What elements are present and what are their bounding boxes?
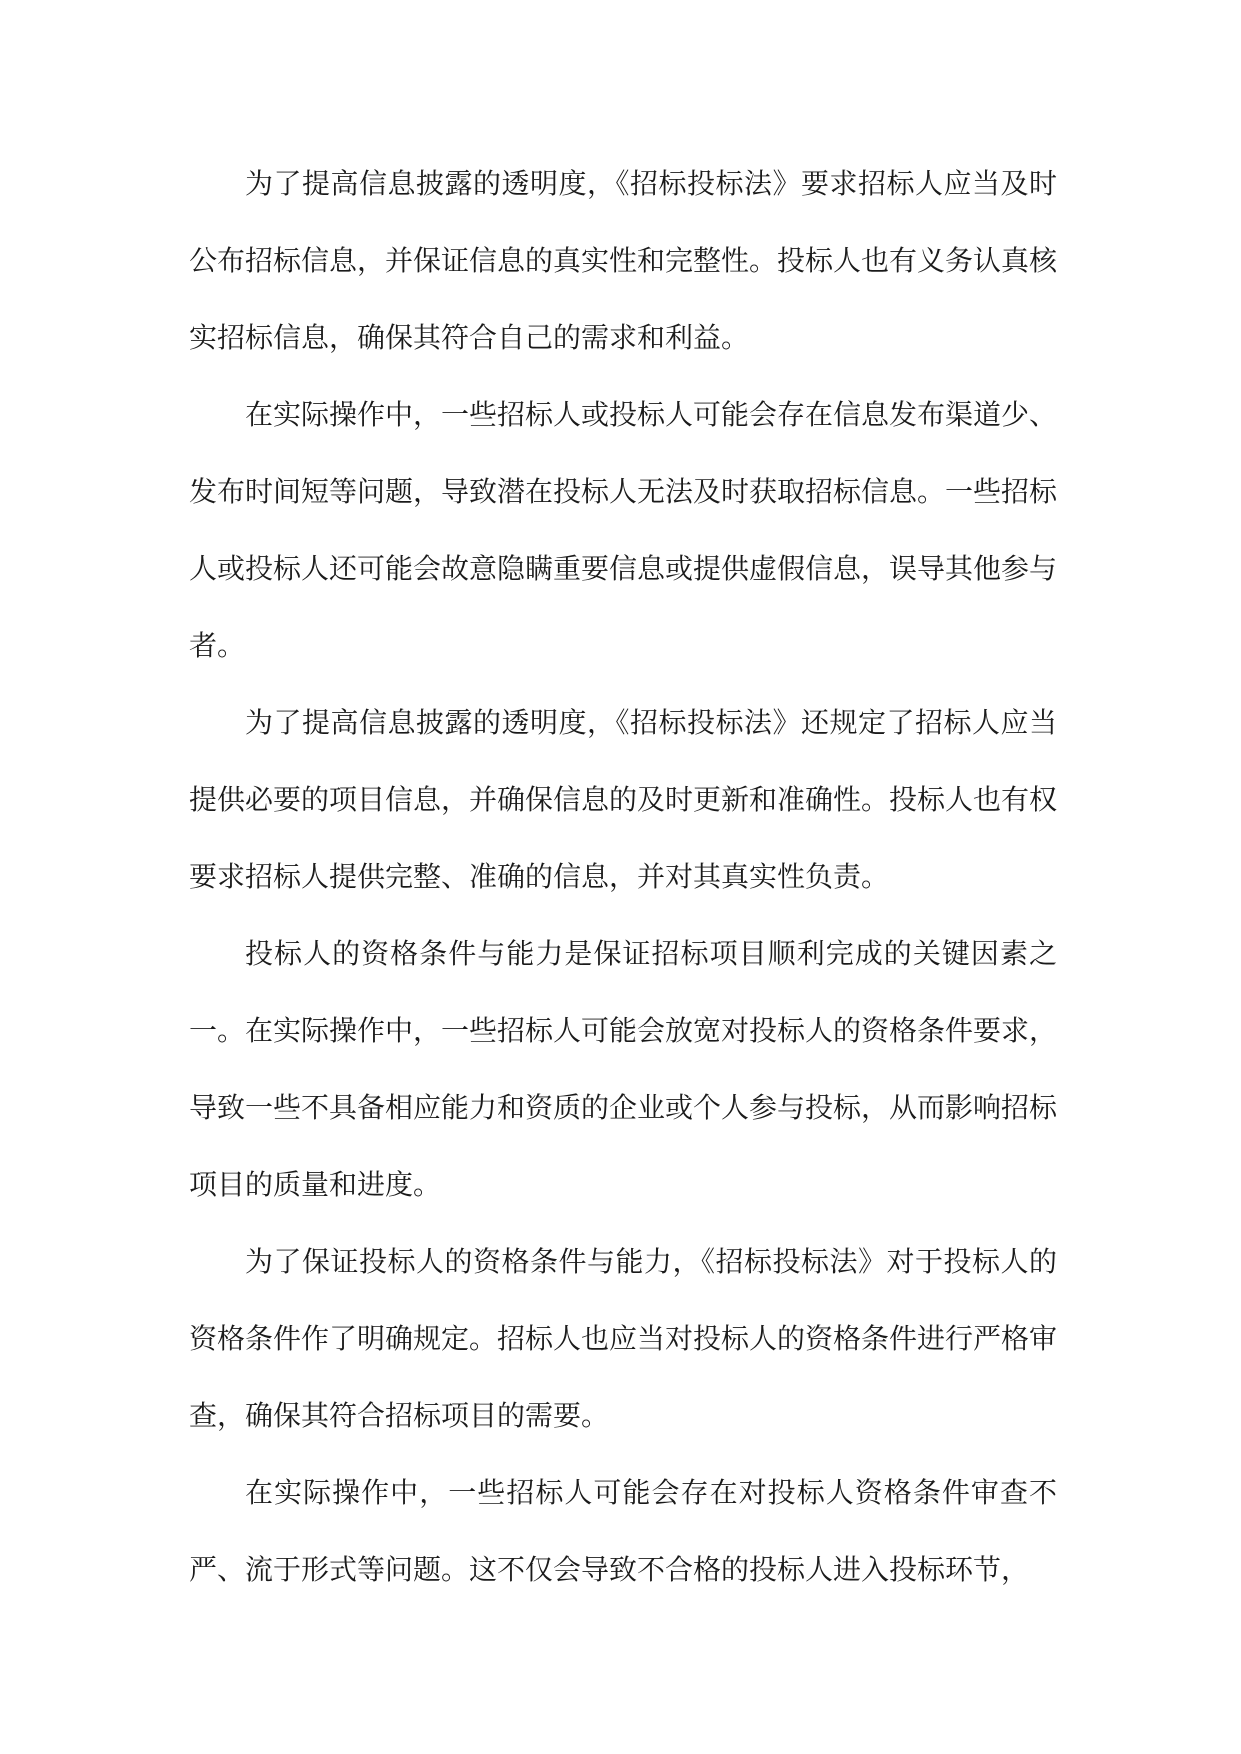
paragraph-2: 在实际操作中，一些招标人或投标人可能会存在信息发布渠道少、发布时间短等问题，导致潜在投标人无法及时获取招标信息。一些招标人或投标人还可能会故意隐瞒重要信息或提供虚假信息，误导其他参与者。 <box>189 398 1058 662</box>
paragraph-5: 为了保证投标人的资格条件与能力，《招标投标法》对于投标人的资格条件作了明确规定。招标人也应当对投标人的资格条件进行严格审查，确保其符合招标项目的需要。 <box>189 1245 1058 1432</box>
paragraph-6: 在实际操作中，一些招标人可能会存在对投标人资格条件审查不严、流于形式等问题。这不仅会导致不合格的投标人进入投标环节， <box>189 1476 1057 1586</box>
document-body <box>189 145 1057 1608</box>
paragraph-3: 为了提高信息披露的透明度，《招标投标法》还规定了招标人应当提供必要的项目信息，并确保信息的及时更新和准确性。投标人也有权要求招标人提供完整、准确的信息，并对其真实性负责。 <box>189 706 1058 893</box>
paragraph-1: 为了提高信息披露的透明度，《招标投标法》要求招标人应当及时公布招标信息，并保证信息的真实性和完整性。投标人也有义务认真核实招标信息，确保其符合自己的需求和利益。 <box>189 167 1058 354</box>
paragraph-4: 投标人的资格条件与能力是保证招标项目顺利完成的关键因素之一。在实际操作中，一些招标人可能会放宽对投标人的资格条件要求，导致一些不具备相应能力和资质的企业或个人参与投标，从而影响招标项目的质量和进度。 <box>189 937 1058 1201</box>
